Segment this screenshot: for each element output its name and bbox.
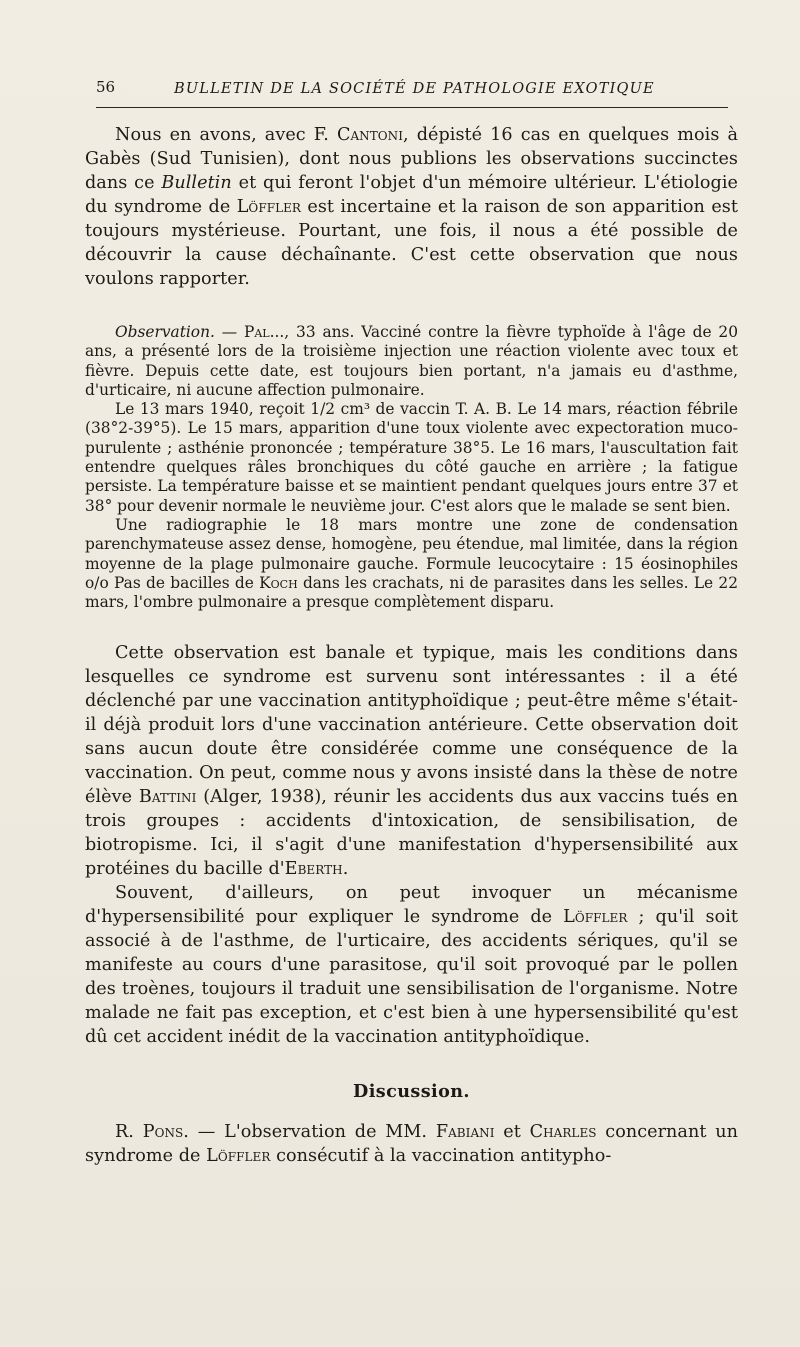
header-rule [96, 107, 728, 108]
koch-name: Koch [259, 573, 298, 592]
observation-text: dans les crachats, ni de parasites dans les selles. Le 22 mars, l'ombre pulmonaire a presque complètement disparu. [85, 573, 738, 612]
observation-paragraph [85, 323, 738, 400]
author-name: Cantoni [336, 125, 404, 145]
intro-text: Nous en avons, avec F. [115, 125, 337, 145]
charles-name: Charles [529, 1122, 597, 1143]
eberth-name: Eberth [284, 859, 343, 880]
page-header [96, 76, 728, 110]
running-title: BULLETIN DE LA SOCIÉTÉ DE PATHOLOGIE EXOTIQUE [174, 81, 655, 97]
comment-paragraph [85, 641, 738, 881]
observation-paragraph [85, 516, 738, 612]
syndrome-name: Löffler [236, 197, 301, 217]
discussion-text: concernant un syndrome de [85, 1122, 738, 1167]
fabiani-name: Fabiani [435, 1122, 495, 1143]
discussion-heading: Discussion. [353, 1081, 470, 1103]
speaker-name: R. Pons [115, 1122, 184, 1143]
intro-text: et qui feront l'objet d'un mémoire ultérieur. L'étiologie du syndrome de [85, 173, 738, 217]
journal-name: Bulletin [161, 173, 232, 193]
comment-text: Cette observation est banale et typique, mais les conditions dans lesquelles ce syndrome est survenu sont intéressantes : il a été déclenché par une vaccination antityphoïdique ; peut-être même s'était-il déjà produit lors d'une vaccination antérieure. Cette observation doit sans aucun doute être considérée comme une conséquence de la vaccination. On peut, comme nous y avons insisté dans la thèse de notre élève [85, 643, 738, 808]
observation-label: Observation. [115, 323, 215, 341]
intro-text: , dépisté 16 cas en quelques mois à Gabès (Sud Tunisien), dont nous publions les observations succinctes dans ce [85, 125, 738, 193]
discussion-paragraph [85, 1120, 738, 1168]
syndrome-name: Löffler [206, 1146, 271, 1167]
observation-text: — [214, 323, 244, 341]
comment-text: ; qu'il soit associé à de l'asthme, de l'urticaire, des accidents sériques, qu'il se manifeste au cours d'une parasitose, qu'il soit provoqué par le pollen des troènes, toujours il traduit une sensibilisation de l'organisme. Notre malade ne fait pas exception, et c'est bien à une hypersensibilité qu'est dû cet accident inédit de la vaccination antityphoïdique. [85, 907, 739, 1048]
discussion-text: et [494, 1122, 530, 1143]
section-spacer [85, 612, 738, 641]
discussion-text: . — L'observation de MM. [183, 1122, 436, 1143]
comment-text: Souvent, d'ailleurs, on peut invoquer un mécanisme d'hypersensibilité pour expliquer le syndrome de [85, 883, 738, 928]
intro-text: est incertaine et la raison de son apparition est toujours mystérieuse. Pourtant, une fois, il nous a été possible de découvrir la cause déchaînante. C'est cette observation que nous voulons rapporter. [85, 197, 738, 289]
observation-block [85, 323, 738, 612]
patient-name: Pal... [244, 323, 285, 341]
battini-name: Battini [138, 787, 197, 808]
intro-paragraph [85, 123, 738, 291]
comment-text: . [342, 859, 349, 880]
observation-text: Une radiographie le 18 mars montre une zone de condensation parenchymateuse assez dense, homogène, peu étendue, mal limitée, dans la région moyenne de la plage pulmonaire gauche. Formule leucocytaire : 15 éosinophiles o/o Pas de bacilles de [85, 515, 738, 592]
syndrome-name: Löffler [563, 907, 628, 928]
comment-text: (Alger, 1938), réunir les accidents dus aux vaccins tués en trois groupes : accidents d'intoxication, de sensibilisation, de biotropisme. Ici, il s'agit d'une manifestation d'hypersensibilité aux protéines du bacille d' [85, 787, 738, 880]
discussion-text: consécutif à la vaccination antitypho- [270, 1146, 612, 1167]
observation-text: , 33 ans. Vacciné contre la fièvre typhoïde à l'âge de 20 ans, a présenté lors de la troisième injection une réaction violente avec toux et fièvre. Depuis cette date, est toujours bien portant, n'a jamais eu d'asthme, d'urticaire, ni aucune affection pulmonaire. [85, 323, 738, 399]
observation-paragraph: Le 13 mars 1940, reçoit 1/2 cm³ de vaccin T. A. B. Le 14 mars, réaction fébrile (38°2-39°5). Le 15 mars, apparition d'une toux violente avec expectoration muco-purulente ; asthénie prononcée ; température 38°5. Le 16 mars, l'auscultation fait entendre quelques râles bronchiques du côté gauche en arrière ; la fatigue persiste. La température baisse et se maintient pendant quelques jours entre 37 et 38° pour devenir normale le neuvième jour. C'est alors que le malade se sent bien. [85, 400, 738, 515]
page-number: 56 [96, 78, 116, 96]
article-body [85, 123, 738, 1168]
comment-paragraph [85, 881, 738, 1049]
